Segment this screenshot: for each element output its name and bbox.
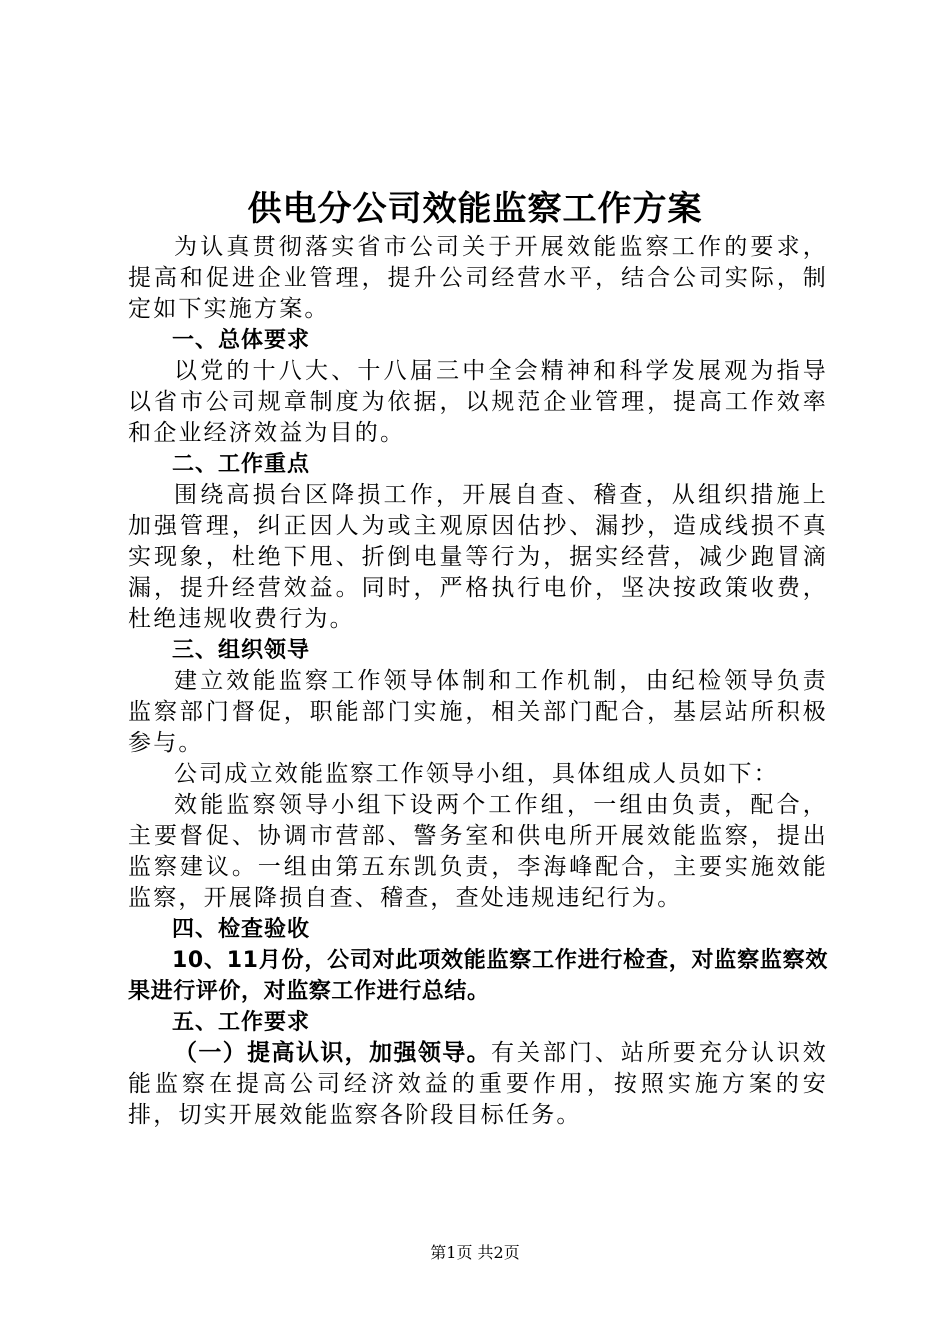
organization-paragraph-1: 建立效能监察工作领导体制和工作机制，由纪检领导负责监察部门督促，职能部门实施，相关部门配合，基层站所积极参与。 [128,668,828,756]
intro-paragraph: 为认真贯彻落实省市公司关于开展效能监察工作的要求，提高和促进企业管理，提升公司经营水平，结合公司实际，制定如下实施方案。 [128,234,828,322]
key-work-paragraph: 围绕高损台区降损工作，开展自查、稽查，从组织措施上加强管理，纠正因人为或主观原因估抄、漏抄，造成线损不真实现象，杜绝下甩、折倒电量等行为，据实经营，减少跑冒滴漏，提升经营效益。同时，严格执行电价，坚决按政策收费，杜绝违规收费行为。 [128,482,828,632]
section-heading-inspection: 四、检查验收 [172,917,311,942]
work-requirement-item-1-text: 有关部门、站所要充分认识效能监察在提高公司经济效益的重要作用，按照实施方案的安排，切实开展效能监察各阶段目标任务。 [128,1040,828,1128]
organization-paragraph-2: 公司成立效能监察工作领导小组，具体组成人员如下： [174,761,779,787]
work-requirement-item-1 [128,1038,828,1131]
section-heading-general-requirements: 一、总体要求 [172,328,311,353]
work-requirement-item-1-lead: （一）提高认识，加强领导。 [174,1040,491,1066]
document-body [128,232,828,1131]
page-footer: 第1页 共2页 [430,1243,520,1262]
document-title: 供电分公司效能监察工作方案 [247,189,703,229]
section-heading-key-work: 二、工作重点 [172,452,311,477]
general-requirements-paragraph: 以党的十八大、十八届三中全会精神和科学发展观为指导以省市公司规章制度为依据，以规范企业管理，提高工作效率和企业经济效益为目的。 [128,358,828,446]
section-heading-organization: 三、组织领导 [172,638,311,663]
organization-paragraph-3: 效能监察领导小组下设两个工作组，一组由负责，配合，主要督促、协调市营部、警务室和供电所开展效能监察，提出监察建议。一组由第五东凯负责，李海峰配合，主要实施效能监察，开展降损自查、稽查，查处违规违纪行为。 [128,792,828,911]
inspection-paragraph: 10、11月份，公司对此项效能监察工作进行检查，对监察监察效果进行评价，对监察工作进行总结。 [128,948,828,1004]
section-heading-work-requirements: 五、工作要求 [172,1010,311,1035]
